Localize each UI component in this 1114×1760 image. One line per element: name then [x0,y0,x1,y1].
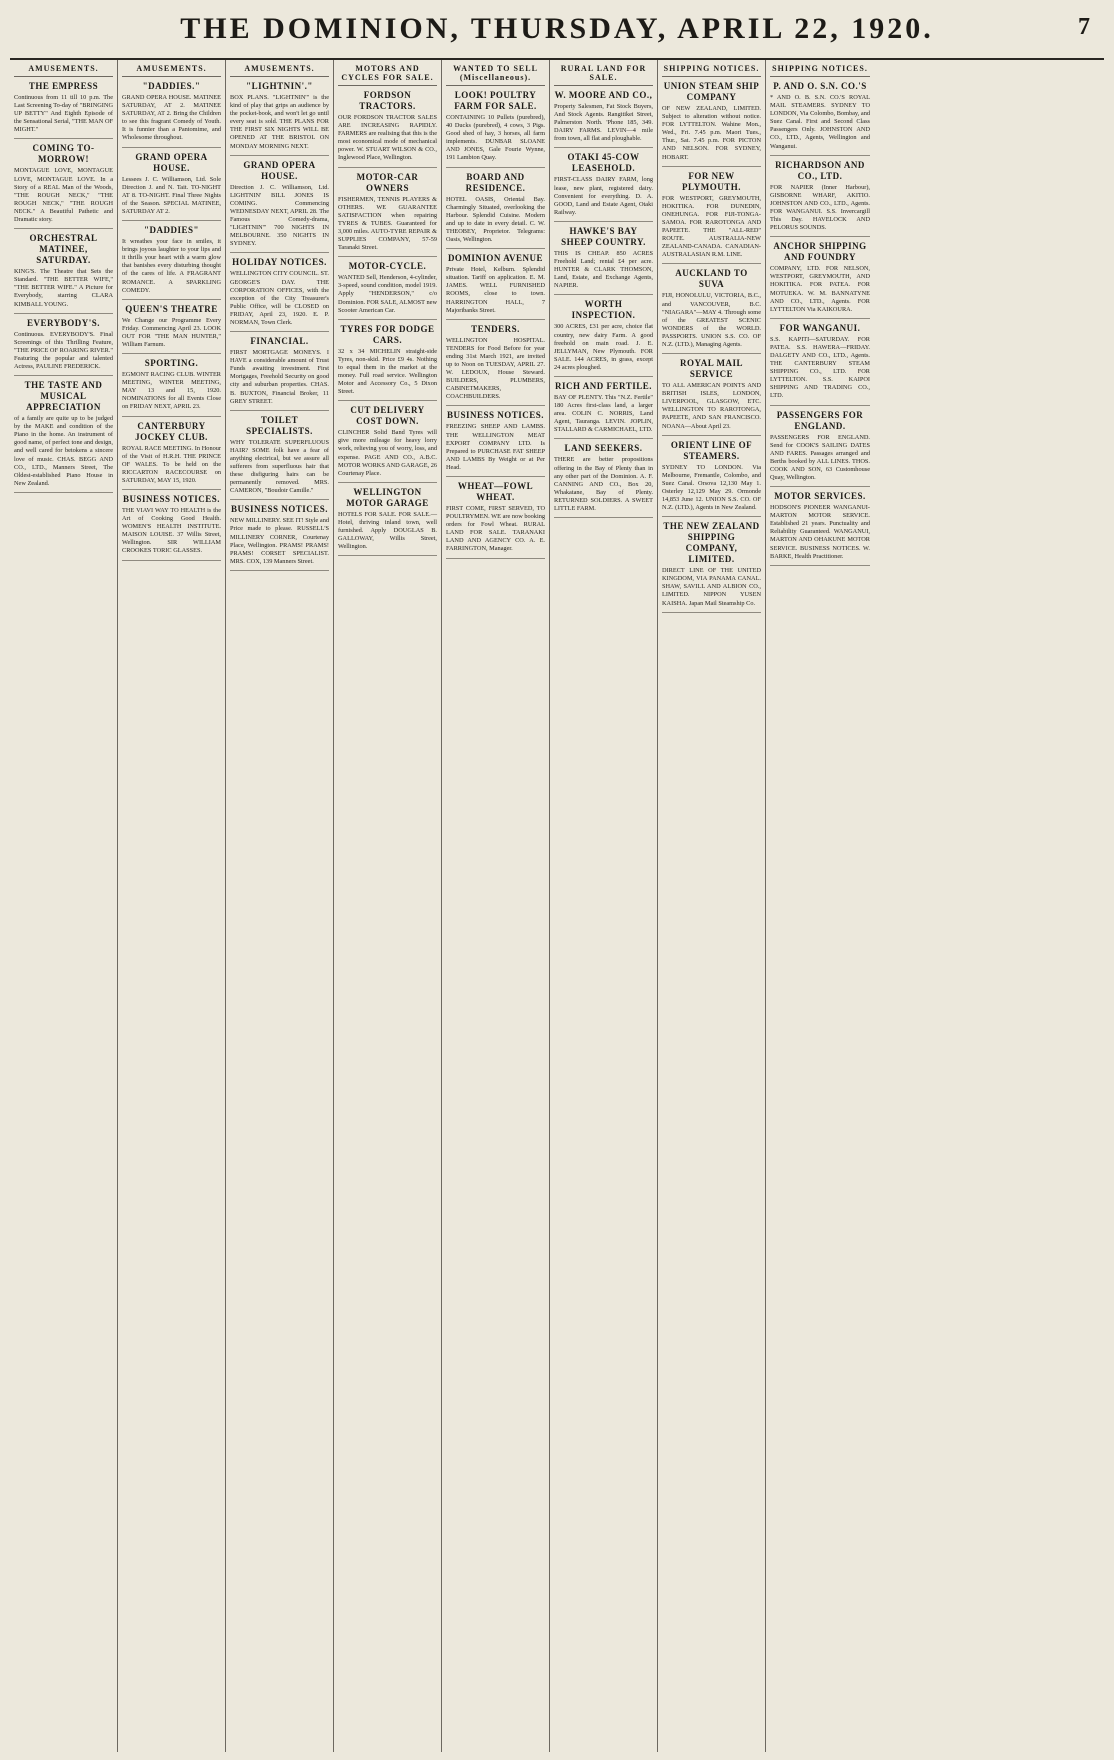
ad-body-text: GRAND OPERA HOUSE. MATINEE SATURDAY, AT 2. MATINEE SATURDAY, AT 2. Bring the Children to see this fragrant Comedy of Youth. It is funnier than a Pantomime, and Wholesome throughout. [122,94,221,142]
newspaper-column [334,60,442,1752]
ad-headline: CANTERBURY JOCKEY CLUB. [135,420,208,442]
ad-body-text: CONTAINING 10 Pullets (purebred), 40 Ducks (purebred), 4 cows, 3 Pigs. Good shed of hay, 3 horses, all farm implements. DUNBAR SLOANE AND JONES, Gale Fourie Wynne, 191 Lambton Quay. [446,114,545,162]
ad-body-text: PASSENGERS FOR ENGLAND. Send for COOK'S SAILING DATES AND FARES. Passages arranged and Berths booked by ALL LINES. THOS. COOK AND SON, 63 Customhouse Quay, Wellington. [770,433,870,481]
ad-body-text: * AND O. B. S.N. CO.'S ROYAL MAIL STEAMERS. SYDNEY TO LONDON, Via Colombo, Bombay, and Suez Canal. First and Second Class Passengers Only. JOHNSTON AND CO., LTD., Agents, Wellington and Wanganui. [770,94,870,150]
ad-body-text: OUR FORDSON TRACTOR SALES ARE INCREASING RAPIDLY. FARMERS are realising that this is the most economical mode of mechanical power. W. STUART WILSON & CO., Inglewood Place, Wellington. [338,114,437,162]
newspaper-column [226,60,334,1752]
classified-ad [122,225,221,300]
classified-ad [14,81,113,139]
classified-ad [230,160,329,254]
ad-body-text: MONTAGUE LOVE, MONTAGUE LOVE, MONTAGUE LOVE. In a Story of a REAL Man of the Woods, "THE ROUGH NECK," "THE ROUGH NECK," "THE ROUGH NECK." A Beautiful Pathetic and Dramatic story. [14,167,113,224]
newspaper-column [10,60,118,1752]
ad-body-text: FREEZING SHEEP AND LAMBS. THE WELLINGTON MEAT EXPORT COMPANY LTD. Is Prepared to PURCHASE FAT SHEEP AND LAMBS By Weight or at Per Head. [446,423,545,471]
ad-headline: "DADDIES." [142,81,201,91]
newspaper-column [118,60,226,1752]
ad-body-text: WELLINGTON HOSPITAL. TENDERS for Food Before for year ending 31st March 1921, are invited up to Noon on TUESDAY, APRIL 27. W. LEDOUX, House Steward. BUILDERS, PLUMBERS, CABINETMAKERS, COACHBUILDERS. [446,336,545,401]
ad-body-text: TO ALL AMERICAN POINTS AND BRITISH ISLES, LONDON, LIVERPOOL, GLASGOW, ETC. WELLINGTON TO RAROTONGA, PAPEETE, AND SAN FRANCISCO. NOANA—About April 23. [662,382,761,430]
classified-ad [122,81,221,148]
column-heading: SHIPPING NOTICES. [662,64,761,77]
ad-body-text: BAY OF PLENTY. This "N.Z. Fertile" 180 Acres first-class land, a larger area. COLIN C. NORRIS, Land Agent, Tauranga. LEVIN. JOPLIN, STALLARD & CARMICHAEL, LTD. [554,393,653,434]
classified-ad [770,410,870,488]
ad-headline: GRAND OPERA HOUSE. [135,151,208,173]
column-heading: SHIPPING NOTICES. [770,64,870,77]
ad-headline: SPORTING. [144,358,199,369]
classified-ad [662,521,761,612]
ad-headline: FOR WANGANUI. [779,322,861,333]
classified-ad [554,90,653,148]
ad-body-text: FIRST-CLASS DAIRY FARM, long lease, new plant, registered dairy. Convenient for everything. D. A. GOOD, Land and Estate Agent, Otaki Railway. [554,176,653,216]
ad-headline: THE TASTE AND MUSICAL APPRECIATION [24,380,103,413]
ad-headline: MOTOR-CYCLE. [348,261,427,272]
classified-ad [446,410,545,477]
classified-ad [446,253,545,320]
classified-ad [122,304,221,354]
classified-ad [14,143,113,229]
classified-ad [122,421,221,490]
ad-body-text: THE VIAVI WAY TO HEALTH is the Art of Cooking Good Health. WOMEN'S HEALTH INSTITUTE. MAISON LOUISE. 37 Willis Street, Wellington. SIR WILLIAM CROOKES TORIC GLASSES. [122,507,221,555]
classified-ad [662,440,761,518]
ad-body-text: THIS IS CHEAP. 850 ACRES Freehold Land; rental £4 per acre. HUNTER & CLARK THOMSON, Land, Estate, and Exchange Agents, NAPIER. [554,249,653,290]
classified-ad [338,261,437,319]
classified-ad [122,152,221,221]
classified-ad [230,336,329,411]
ad-headline: W. MOORE AND CO., [554,90,653,100]
newspaper-column [550,60,658,1752]
classified-ad [554,381,653,439]
ad-body-text: FIRST COME, FIRST SERVED, TO POULTRYMEN. WE are now booking orders for Fowl Wheat. RURAL LAND FOR SALE. TARANAKI LAND AND AGENCY CO. A. E. FARRINGTON, Manager. [446,505,545,553]
ad-body-text: CLINCHER Solid Band Tyres will give more mileage for heavy lorry work, relieving you of worry, loss, and expense. PAGE AND CO., A.B.C. MOTOR WORKS AND GARAGE, 26 Courtenay Place. [338,429,437,477]
classified-ad [230,415,329,501]
ad-headline: FORDSON TRACTORS. [359,90,416,111]
classified-ad [554,299,653,377]
ad-headline: ROYAL MAIL SERVICE [680,358,743,380]
ad-headline: TENDERS. [471,323,520,334]
ad-headline: QUEEN'S THEATRE [125,303,218,314]
ad-headline: RICH AND FERTILE. [555,380,652,391]
ad-body-text: Continuous. EVERYBODY'S. Final Screenings of this Thrilling Feature, "THE PRICE OF ROARING RIVER." Featuring the popular and talented Actress, PAULINE FREDERICK. [14,330,113,370]
ad-headline: ORCHESTRAL MATINEE, SATURDAY. [29,233,98,266]
ad-body-text: We Change our Programme Every Friday. Commencing April 23. LOOK OUT FOR "THE MAN HUNTER," William Farnum. [122,316,221,348]
ad-body-text: HOTELS FOR SALE. FOR SALE.—Hotel, thriving inland town, well furnished. Apply DOUGLAS B. GALLOWAY, Willis Street, Wellington. [338,510,437,551]
ad-body-text: FIJI, HONOLULU, VICTORIA, B.C., and VANCOUVER, B.C. "NIAGARA"—MAY 4. Through some of the GREATEST SCENIC WONDERS of the WORLD. PASSPORTS. UNION S.S. CO. OF N.Z. (LTD.), Managing Agents. [662,292,761,348]
ad-headline: BOARD AND RESIDENCE. [465,171,526,193]
ad-body-text: WHY TOLERATE SUPERFLUOUS HAIR? SOME folk have a fear of anything electrical, but we assure all sufferers from superfluous hair that these disfiguring hairs can be permanently removed. MRS. CAMERON, "Boudoir Camille." [230,438,329,495]
ad-headline: DOMINION AVENUE [447,253,544,264]
ad-headline: LAND SEEKERS. [564,443,643,454]
newspaper-column [658,60,766,1752]
classified-ad [122,358,221,416]
classified-ad [770,241,870,319]
classified-ad [14,233,113,313]
ad-body-text: 300 ACRES, £31 per acre, choice flat country, new dairy Farm. A good freehold on main road. J. E. JELLYMAN, New Plymouth. FOR SALE. 144 ACRES, in grass, except 24 acres ploughed. [554,323,653,371]
ad-body-text: THERE are better propositions offering in the Bay of Plenty than in any other part of the Dominion. A. F. CANNING AND CO., Box 20, Whakatane, Bay of Plenty. RETURNED SOLDIERS. A SWEET LITTLE FARM. [554,456,653,512]
classified-ad [446,90,545,168]
ad-body-text: COMPANY, LTD. FOR NELSON, WESTPORT, GREYMOUTH, AND HOKITIKA. FOR PATEA. FOR MOTUEKA. W. M. BANNATYNE AND CO., LTD., Agents. FOR LYTTELTON Via KAIKOURA. [770,265,870,313]
column-heading: AMUSEMENTS. [230,64,329,77]
ad-headline: FINANCIAL. [250,336,309,347]
ad-body-text: FISHERMEN, TENNIS PLAYERS & OTHERS. WE GUARANTEE SATISFACTION when repairing TYRES & TUBES. Guaranteed for 3,000 miles. AUTO-TYRE REPAIR & SUPPLIES COMPANY, 57-59 Taranaki Street. [338,195,437,252]
page-number: 7 [1078,14,1090,40]
ad-headline: THE NEW ZEALAND SHIPPING COMPANY, LIMITED. [663,521,760,565]
ad-headline: ANCHOR SHIPPING AND FOUNDRY [773,241,867,263]
classified-ad [14,318,113,376]
ad-body-text: Continuous from 11 till 10 p.m. The Last Screening To-day of "BRINGING UP BETTY" And Eighth Episode of the Sensational Serial, "THE MAN OF MIGHT." [14,94,113,134]
classified-ad [554,152,653,221]
ad-headline: HAWKE'S BAY SHEEP COUNTRY. [561,225,646,247]
ad-headline: WHEAT—FOWL WHEAT. [457,481,534,502]
ad-headline: EVERYBODY'S. [27,317,100,328]
masthead-title: THE DOMINION, THURSDAY, APRIL 22, 1920. [180,12,934,45]
classified-ad [662,268,761,354]
classified-ad [230,504,329,571]
ad-headline: MOTOR SERVICES. [774,491,866,502]
ad-headline: OTAKI 45-COW LEASEHOLD. [567,152,640,174]
ad-headline: WORTH INSPECTION. [571,299,636,321]
classified-ad [770,491,870,566]
ad-body-text: Property Salesmen, Fat Stock Buyers, And Stock Agents. Rangitikei Street, Palmerston North. 'Phone 185, 349. DAIRY FARMS. LEVIN—4 mile from town, all flat and ploughable. [554,103,653,143]
ad-body-text: DIRECT LINE OF THE UNITED KINGDOM, VIA PANAMA CANAL. SHAW, SAVILL AND ALBION CO., LIMITED. NIPPON YUSEN KAISHA. Japan Mail Steamship Co. [662,567,761,607]
column-heading: RURAL LAND FOR SALE. [554,64,653,86]
ad-headline: AUCKLAND TO SUVA [675,268,748,290]
classified-ad [338,324,437,402]
ad-body-text: BOX PLANS. "LIGHTNIN'" is the kind of play that grips an audience by the pocket-book, and won't let go until every seat is sold. THE PLANS FOR THE FIRST SIX NIGHTS WILL BE OPENED AT THE BRISTOL ON MONDAY MORNING NEXT. [230,94,329,150]
column-heading: AMUSEMENTS. [122,64,221,77]
classified-ad [662,358,761,436]
ad-headline: WELLINGTON MOTOR GARAGE [346,486,429,508]
ad-headline: BUSINESS NOTICES. [446,410,545,421]
ad-body-text: NEW MILLINERY. SEE IT! Style and Price made to please. RUSSELL'S MILLINERY CORNER, Courtenay Place, Wellington. PRAMS! PRAMS! PRAMS! CORSET SPECIALIST. MRS. COX, 139 Manners Street. [230,517,329,565]
classified-ad [662,171,761,265]
ad-body-text: It wreathes your face in smiles, it brings joyous laughter to your lips and it thrills your heart with a warm glow that banishes every disturbing thought of the cares of life. A FRAGRANT ROMANCE. A SPARKLING COMEDY. [122,238,221,294]
ad-body-text: FOR WESTPORT, GREYMOUTH, HOKITIKA. FOR DUNEDIN, ONEHUNGA. FOR FIJI-TONGA-SAMOA. FOR RAROTONGA AND PAPEETE. THE "ALL-RED" ROUTE. AUSTRALIA-NEW ZEALAND-CANADA. CANADIAN-AUSTRALASIAN R.M. LINE. [662,194,761,259]
classified-ad [338,405,437,483]
ad-body-text: EGMONT RACING CLUB. WINTER MEETING, WINTER MEETING, MAY 13 and 15, 1920. NOMINATIONS for all Events Close on FRIDAY NEXT, APRIL 23. [122,371,221,411]
classified-ad [446,172,545,250]
ad-headline: MOTOR-CAR OWNERS [356,171,419,193]
ad-headline: LOOK! POULTRY FARM FOR SALE. [454,90,537,111]
classified-ad [122,494,221,561]
ad-body-text: KING'S. The Theatre that Sets the Standard. "THE BETTER WIFE," "THE BETTER WIFE." A Picture for Everybody, starring CLARA KIMBALL YOUNG. [14,268,113,308]
classified-ad [14,380,113,493]
ad-body-text: of a family are quite up to be judged by the MAKE and condition of the Piano in the home. An instrument of good name, of perfect tone and design, and well cared for betokens a sincere love of music. CHAS. BEGG AND CO., LTD., Manners Street, The Oldest-established Piano House in New Zealand. [14,415,113,487]
ad-headline: TYRES FOR DODGE CARS. [340,323,435,345]
ad-body-text: OF NEW ZEALAND, LIMITED. Subject to alteration without notice. FOR LYTTELTON. Wahine Mon., Wed., Fri. 7.45 p.m. Maori Tues., Thur., Sat. 7.45 p.m. FOR PICTON AND NELSON. FOR SYDNEY, HOBART. [662,105,761,161]
ad-headline: GRAND OPERA HOUSE. [243,159,316,181]
ad-body-text: Lessees J. C. Williamson, Ltd. Sole Direction J. and N. Tait. TO-NIGHT AT 8. TO-NIGHT. Final Three Nights of the Season. SPECIAL MATINEE, SATURDAY AT 2. [122,175,221,215]
ad-headline: RICHARDSON AND CO., LTD. [775,159,865,181]
column-heading: AMUSEMENTS. [14,64,113,77]
ad-headline: PASSENGERS FOR ENGLAND. [776,409,864,431]
classified-ad [770,323,870,406]
ad-headline: UNION STEAM SHIP COMPANY [663,81,760,102]
ad-body-text: SYDNEY TO LONDON. Via Melbourne, Fremantle, Colombo, and Suez Canal. Orsova 12,130 May 1. Osterley 12,129 May 29. Ormonde 14,853 June 12. UNION S.S. CO. OF N.Z. (LTD.), Agents in New Zealand. [662,463,761,512]
classified-ad [446,324,545,407]
ad-headline: BUSINESS NOTICES. [122,494,221,504]
ad-headline: THE EMPRESS [28,81,99,91]
ad-body-text: WELLINGTON CITY COUNCIL. ST. GEORGE'S DAY. THE CORPORATION OFFICES, with the exception of the City Treasurer's Public Office, will be CLOSED on FRIDAY, April 23, 1920. E. P. NORMAN, Town Clerk. [230,270,329,326]
classified-ad [338,172,437,258]
ad-headline: COMING TO-MORROW! [32,143,95,165]
ad-headline: BUSINESS NOTICES. [230,504,329,515]
ad-body-text: FIRST MORTGAGE MONEYS. I HAVE a considerable amount of Trust Funds awaiting investment. First Mortgages, Freehold Security on good city and suburban properties. CHAS. B. BUXTON, Financial Broker, 11 GREY STREET. [230,349,329,405]
columns-container [10,60,1104,1752]
ad-headline: "DADDIES" [143,225,199,236]
classified-ad [446,481,545,559]
masthead [10,0,1104,60]
newspaper-column [766,60,874,1752]
classified-ad [770,81,870,156]
ad-headline: TOILET SPECIALISTS. [246,414,313,436]
classified-ad [554,226,653,295]
ad-body-text: HODSON'S PIONEER WANGANUI-MARTON MOTOR SERVICE. Established 21 years. Punctuality and Reliability Guaranteed. WANGANUI, MARTON AND OHAKUNE MOTOR SERVICE. BUSINESS NOTICES. W. BARKE, Health Practitioner. [770,504,870,560]
classified-ad [338,90,437,168]
ad-headline: CUT DELIVERY COST DOWN. [350,405,425,427]
classified-ad [770,160,870,238]
ad-body-text: Private Hotel, Kelburn. Splendid situation. Tariff on application. E. M. JAMES. WELL FURNISHED ROOMS, close to town. HARRINGTON HALL, 7 Majoribanks Street. [446,266,545,314]
ad-body-text: Direction J. C. Williamson, Ltd. LIGHTNIN' BILL JONES IS COMING. Commencing WEDNESDAY NEXT, APRIL 28. The Famous Comedy-drama, "LIGHTNIN'" 700 NIGHTS IN MELBOURNE. 350 NIGHTS IN SYDNEY. [230,183,329,248]
newspaper-column [442,60,550,1752]
ad-body-text: HOTEL OASIS, Oriental Bay. Charmingly Situated, overlooking the Harbour. Splendid Cuisine. Modern and up to date in every detail. C. W. THEOBEY, Proprietor. Telegrams: Oasis, Wellington. [446,195,545,244]
classified-ad [230,81,329,156]
ad-body-text: ROYAL RACE MEETING. In Honour of the Visit of H.R.H. THE PRINCE OF WALES. To be held on the RICCARTON RACECOURSE on SATURDAY, MAY 15, 1920. [122,444,221,484]
classified-ad [662,81,761,167]
ad-headline: "LIGHTNIN'." [246,81,313,91]
classified-ad [230,257,329,332]
ad-body-text: WANTED Sell, Henderson, 4-cylinder, 3-speed, sound condition, model 1919. Apply "HENDERSON," c/o Dominion. FOR SALE, ALMOST new Scooter American Car. [338,274,437,314]
ad-headline: P. AND O. S.N. CO.'S [773,81,867,91]
ad-body-text: S.S. KAPITI—SATURDAY. FOR PATEA. S.S. HAWERA—FRIDAY. DALGETY AND CO., LTD., Agents. THE CANTERBURY STEAM SHIPPING CO., LTD. FOR LYTTELTON. S.S. KAIPOI SHIPPING AND TRADING CO., LTD. [770,335,870,400]
column-heading: WANTED TO SELL (Miscellaneous). [446,64,545,86]
classified-ad [554,443,653,518]
ad-body-text: FOR NAPIER (Inner Harbour), GISBORNE WHARF, AKITIO. JOHNSTON AND CO., LTD., Agents. FOR WANGANUI. S.S. Invercargill This Day. HAVELOCK AND PELORUS SOUNDS. [770,183,870,232]
ad-headline: HOLIDAY NOTICES. [232,257,327,268]
ad-headline: FOR NEW PLYMOUTH. [682,170,741,192]
ad-body-text: 32 x 34 MICHELIN straight-side Tyres, non-skid. Price £9 4s. Nothing to equal them in the market at the money. Full road service. Wellington Motor and Accessory Co., 5 Dixon Street. [338,347,437,396]
ad-headline: ORIENT LINE OF STEAMERS. [670,439,753,461]
column-heading: MOTORS AND CYCLES FOR SALE. [338,64,437,86]
classified-ad [338,487,437,556]
